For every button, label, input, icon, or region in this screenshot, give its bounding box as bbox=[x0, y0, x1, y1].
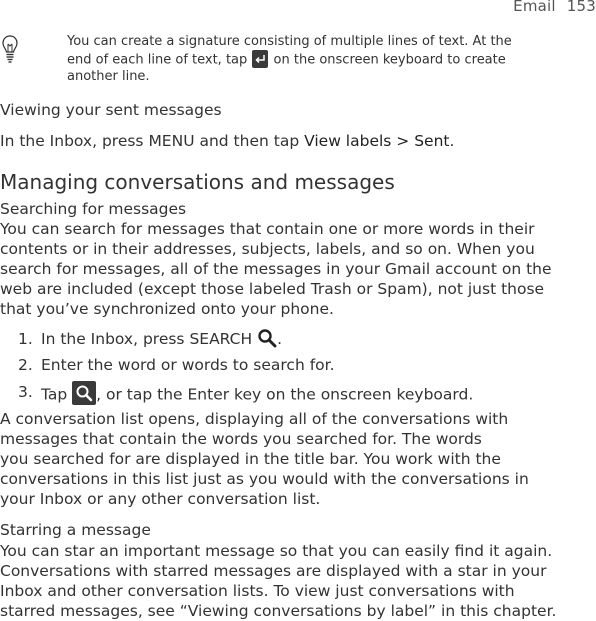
step-2: Enter the word or words to search for. bbox=[41, 356, 335, 374]
step-3: Tap , or tap the Enter key on the onscreen keyboard. bbox=[41, 383, 473, 407]
star-para-line: You can star an important message so that you can easily find it again. bbox=[0, 542, 553, 560]
search-para-line: search for messages, all of the messages in your Gmail account on the bbox=[0, 260, 552, 278]
sent-heading: Viewing your sent messages bbox=[0, 101, 222, 119]
search-para-line: contents or in their addresses, subjects, labels, and so on. When you bbox=[0, 240, 535, 258]
tip-line-2-start: end of each line of text, tap bbox=[67, 52, 248, 68]
sent-text: In the Inbox, press MENU and then tap bbox=[0, 132, 305, 150]
step-number: 2. bbox=[18, 356, 33, 374]
step-number: 3. bbox=[18, 383, 33, 401]
result-para-line: conversations in this list just as you would with the conversations in bbox=[0, 470, 529, 488]
result-para-line: A conversation list opens, displaying all of the conversations with bbox=[0, 410, 509, 428]
tip-line-2-end: on the onscreen keyboard to create bbox=[269, 52, 506, 68]
view-labels-sent-ref: View labels > Sent bbox=[304, 132, 450, 150]
result-para-line: you searched for are displayed in the title bar. You work with the bbox=[0, 450, 501, 468]
search-icon bbox=[257, 328, 277, 346]
star-para-line: Inbox and other conversation lists. To view just conversations with bbox=[0, 582, 515, 600]
page-header bbox=[513, 0, 596, 15]
section-name: Email bbox=[513, 0, 556, 15]
step-number: 1. bbox=[18, 330, 33, 348]
section-heading: Managing conversations and messages bbox=[0, 170, 395, 194]
result-para-line: messages that contain the words you searched for. The words bbox=[0, 430, 482, 448]
star-para-line: Conversations with starred messages are displayed with a star in your bbox=[0, 562, 547, 580]
page-number: 153 bbox=[566, 0, 596, 15]
lightbulb-icon bbox=[2, 34, 18, 66]
search-heading: Searching for messages bbox=[0, 200, 187, 218]
tip-line-2 bbox=[67, 51, 506, 69]
tip-line-1: You can create a signature consisting of multiple lines of text. At the bbox=[67, 34, 512, 49]
step-1: In the Inbox, press SEARCH . bbox=[41, 330, 283, 348]
search-para-line: that you’ve synchronized onto your phone. bbox=[0, 300, 334, 318]
search-para-line: You can search for messages that contain one or more words in their bbox=[0, 220, 535, 238]
star-heading: Starring a message bbox=[0, 521, 151, 539]
sent-instruction: In the Inbox, press MENU and then tap View labels > Sent. bbox=[0, 132, 455, 150]
tip-line-3: another line. bbox=[67, 69, 150, 84]
enter-key-icon bbox=[252, 50, 268, 68]
result-para-line: your Inbox or any other conversation list. bbox=[0, 490, 321, 508]
search-para-line: web are included (except those labeled Trash or Spam), not just those bbox=[0, 280, 545, 298]
star-para-line: starred messages, see “Viewing conversations by label” in this chapter. bbox=[0, 602, 557, 620]
search-key-icon bbox=[72, 381, 96, 405]
